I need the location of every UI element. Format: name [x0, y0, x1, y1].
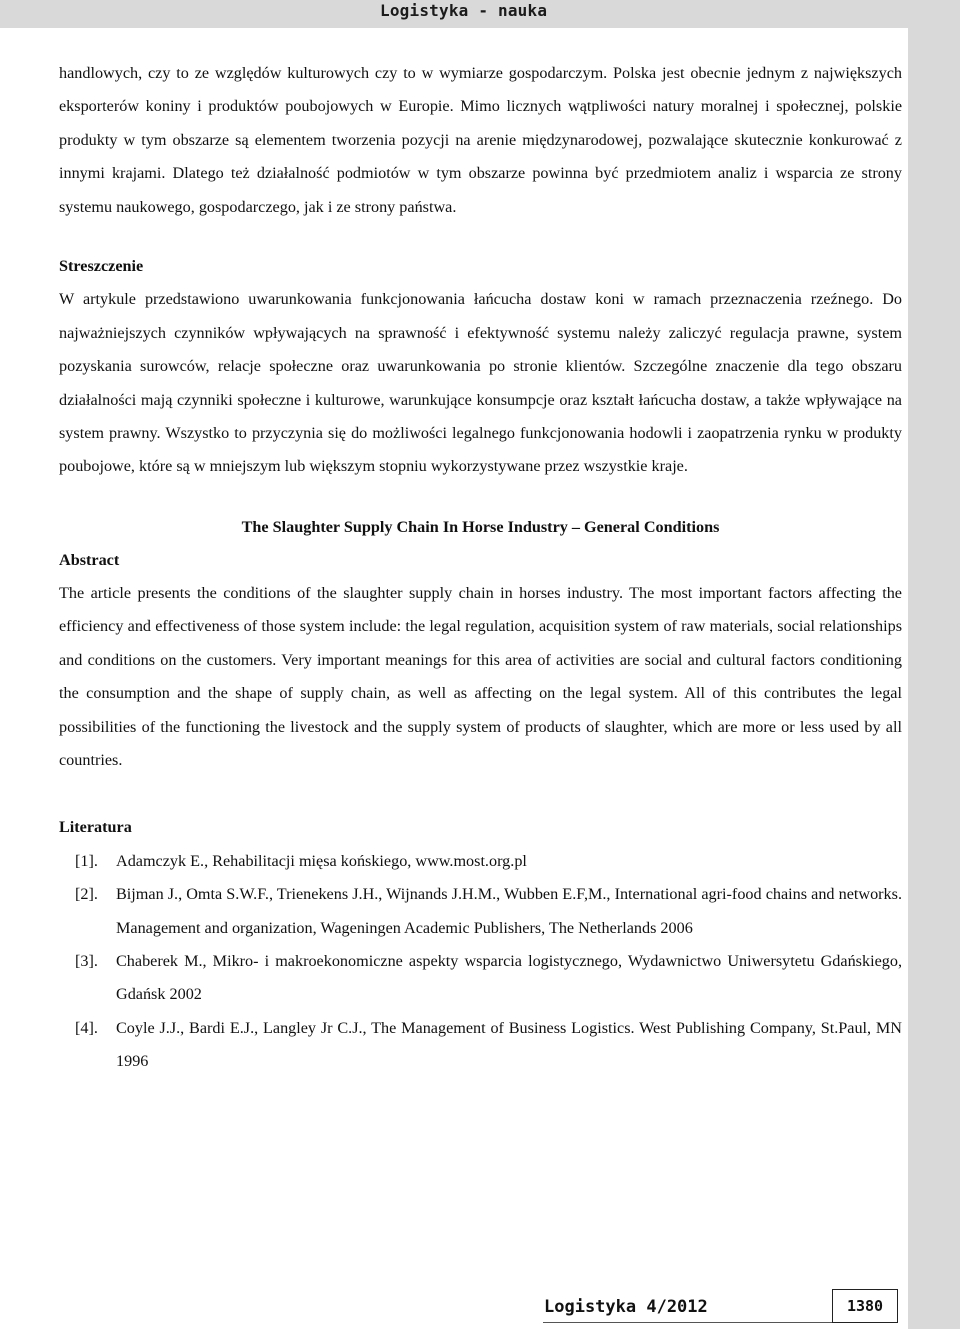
- right-margin-bar: [908, 28, 960, 1329]
- english-title: The Slaughter Supply Chain In Horse Industry – General Conditions: [241, 517, 720, 536]
- reference-number: [1].: [75, 851, 98, 870]
- streszczenie-heading: Streszczenie: [59, 257, 144, 276]
- reference-text: Bijman J., Omta S.W.F., Trienekens J.H., Wijnands J.H.M., Wubben E.F,M., International agri-food chains and networks. Management and organization, Wageningen Academic Publishers, The Netherlands 2006: [116, 885, 902, 937]
- reference-number: [3].: [75, 951, 98, 970]
- footer-divider: [543, 1322, 833, 1323]
- footer-journal-name: Logistyka 4/2012: [544, 1297, 708, 1317]
- abstract-heading: Abstract: [59, 550, 120, 569]
- literatura-heading: Literatura: [59, 818, 132, 837]
- page-content: [59, 57, 902, 1079]
- reference-item: [59, 1012, 902, 1079]
- reference-text: Coyle J.J., Bardi E.J., Langley Jr C.J., The Management of Business Logistics. West Publishing Company, St.Paul, MN 1996: [116, 1018, 902, 1071]
- reference-list: [59, 845, 902, 1079]
- header-title: Logistyka - nauka: [380, 1, 548, 20]
- header-bar: [0, 0, 960, 28]
- reference-item: [59, 945, 902, 1012]
- page-number-box: [832, 1289, 898, 1323]
- reference-text: Adamczyk E., Rehabilitacji mięsa końskiego, www.most.org.pl: [116, 851, 527, 870]
- reference-item: [59, 845, 902, 878]
- reference-number: [4].: [75, 1018, 98, 1037]
- page-number: 1380: [846, 1297, 884, 1315]
- reference-number: [2].: [75, 885, 98, 904]
- streszczenie-paragraph: W artykule przedstawiono uwarunkowania funkcjonowania łańcucha dostaw koni w ramach przeznaczenia rzeźnego. Do najważniejszych czynników wpływających na sprawność i efektywność systemu należy zaliczyć regulacja prawne, system pozyskania surowców, relacje społeczne oraz uwarunkowania po stronie klientów. Szczególne znaczenie dla tego obszaru działalności mają czynniki społeczne i kulturowe, warunkujące konsumpcje oraz kształt łańcucha dostaw, a także wpływające na system prawny. Wszystko to przyczynia się do możliwości legalnego funkcjonowania hodowli i zaopatrzenia rynku w produkty poubojowe, które są w mniejszym lub większym stopniu wykorzystywane przez wszystkie kraje.: [59, 290, 902, 476]
- reference-item: [59, 878, 902, 945]
- reference-text: Chaberek M., Mikro- i makroekonomiczne aspekty wsparcia logistycznego, Wydawnictwo Uniwersytetu Gdańskiego, Gdańsk 2002: [116, 951, 902, 1004]
- intro-paragraph: handlowych, czy to ze względów kulturowych czy to w wymiarze gospodarczym. Polska jest obecnie jednym z największych eksporterów koniny i produktów poubojowych w Europie. Mimo licznych wątpliwości natury moralnej i społecznej, polskie produkty w tym obszarze są elementem tworzenia pozycji na arenie międzynarodowej, pozwalające skutecznie konkurować z innymi krajami. Dlatego też działalność podmiotów w tym obszarze powinna być przedmiotem analiz i wsparcia ze strony systemu naukowego, gospodarczego, jak i ze strony państwa.: [59, 64, 902, 216]
- abstract-paragraph: The article presents the conditions of the slaughter supply chain in horses industry. The most important factors affecting the efficiency and effectiveness of those system include: the legal regulation, acquisition system of raw materials, social relationships and conditions on the customers. Very important meanings for this area of activities are social and cultural factors conditioning the consumption and the shape of supply chain, as well as affecting on the legal system. All of this contributes the legal possibilities of the functioning the livestock and the supply system of products of slaughter, which are more or less used by all countries.: [59, 583, 902, 769]
